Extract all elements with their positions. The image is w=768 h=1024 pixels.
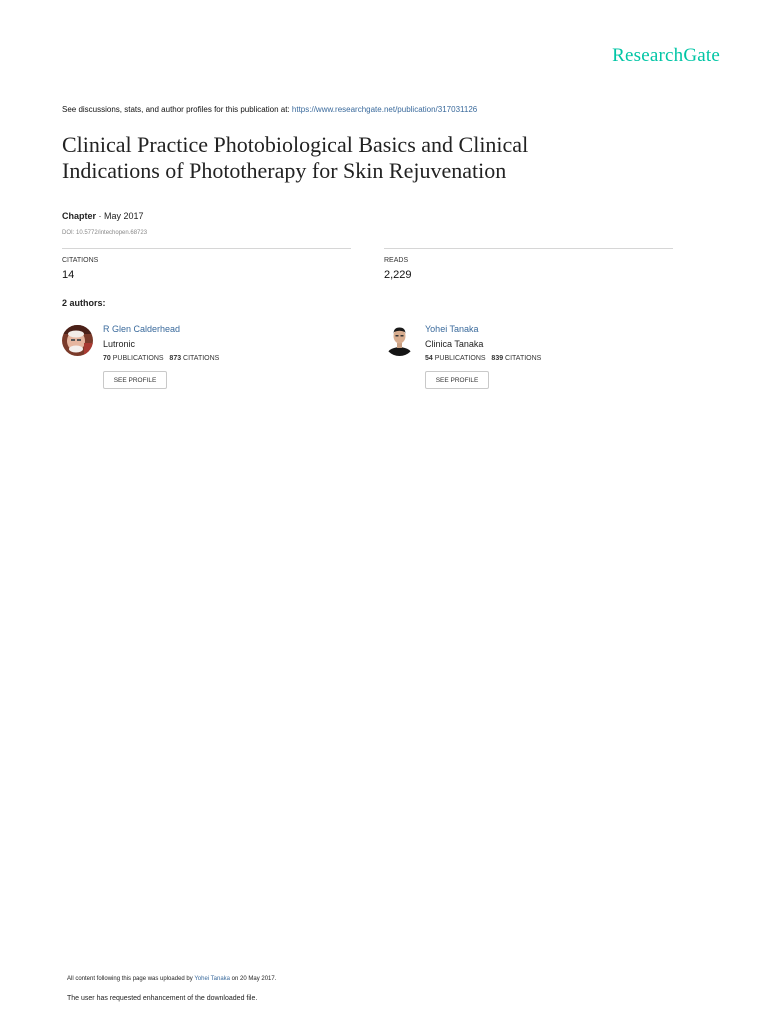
upload-prefix: All content following this page was uploaded by: [67, 976, 195, 982]
author-institution: Lutronic: [103, 339, 136, 349]
author-photo-icon: [62, 325, 93, 356]
see-profile-button[interactable]: SEE PROFILE: [103, 371, 167, 389]
reads-divider: [384, 248, 673, 249]
authors-heading: 2 authors:: [62, 298, 106, 308]
author-citations-label: CITATIONS: [181, 355, 220, 362]
citations-divider: [62, 248, 351, 249]
author-stats: [103, 355, 219, 362]
citations-count: 14: [62, 269, 75, 281]
author-stats: [425, 355, 541, 362]
author-photo-icon: [384, 325, 415, 356]
publications-label: PUBLICATIONS: [432, 355, 486, 362]
publication-meta: [62, 211, 144, 221]
author-citations-count: 839: [491, 355, 504, 362]
publications-count: 70: [103, 355, 111, 362]
title-line-2: Indications of Phototherapy for Skin Rejuvenation: [62, 158, 507, 183]
author-citations-label: CITATIONS: [503, 355, 542, 362]
author-info: [103, 323, 219, 389]
discussion-text: See discussions, stats, and author profiles for this publication at:: [62, 105, 292, 114]
publications-count: 54: [425, 355, 433, 362]
author-info: [425, 323, 541, 389]
see-profile-button[interactable]: SEE PROFILE: [425, 371, 489, 389]
researchgate-logo[interactable]: ResearchGate: [612, 45, 720, 66]
author-card: [384, 323, 684, 403]
avatar[interactable]: [384, 325, 415, 356]
author-card: [62, 323, 362, 403]
author-name-link[interactable]: R Glen Calderhead: [103, 324, 181, 334]
citations-label: CITATIONS: [62, 257, 99, 264]
publication-doi: DOI: 10.5772/intechopen.68723: [62, 230, 148, 236]
uploader-link[interactable]: Yohei Tanaka: [194, 976, 231, 982]
title-line-1: Clinical Practice Photobiological Basics and Clinical: [62, 132, 529, 157]
enhancement-note: The user has requested enhancement of the downloaded file.: [67, 995, 258, 1002]
publication-title: [62, 132, 682, 184]
publication-link[interactable]: https://www.researchgate.net/publication/317031126: [291, 105, 478, 114]
discussion-notice: [62, 105, 477, 114]
reads-label: READS: [384, 257, 409, 264]
author-citations-count: 873: [169, 355, 182, 362]
publication-type: Chapter: [62, 211, 97, 221]
publications-label: PUBLICATIONS: [110, 355, 164, 362]
upload-date: on 20 May 2017.: [230, 976, 277, 982]
upload-notice: [67, 976, 276, 982]
reads-count: 2,229: [384, 269, 412, 281]
author-name-link[interactable]: Yohei Tanaka: [425, 324, 479, 334]
publication-date: · May 2017: [96, 211, 144, 221]
author-institution: Clinica Tanaka: [425, 339, 484, 349]
avatar[interactable]: [62, 325, 93, 356]
